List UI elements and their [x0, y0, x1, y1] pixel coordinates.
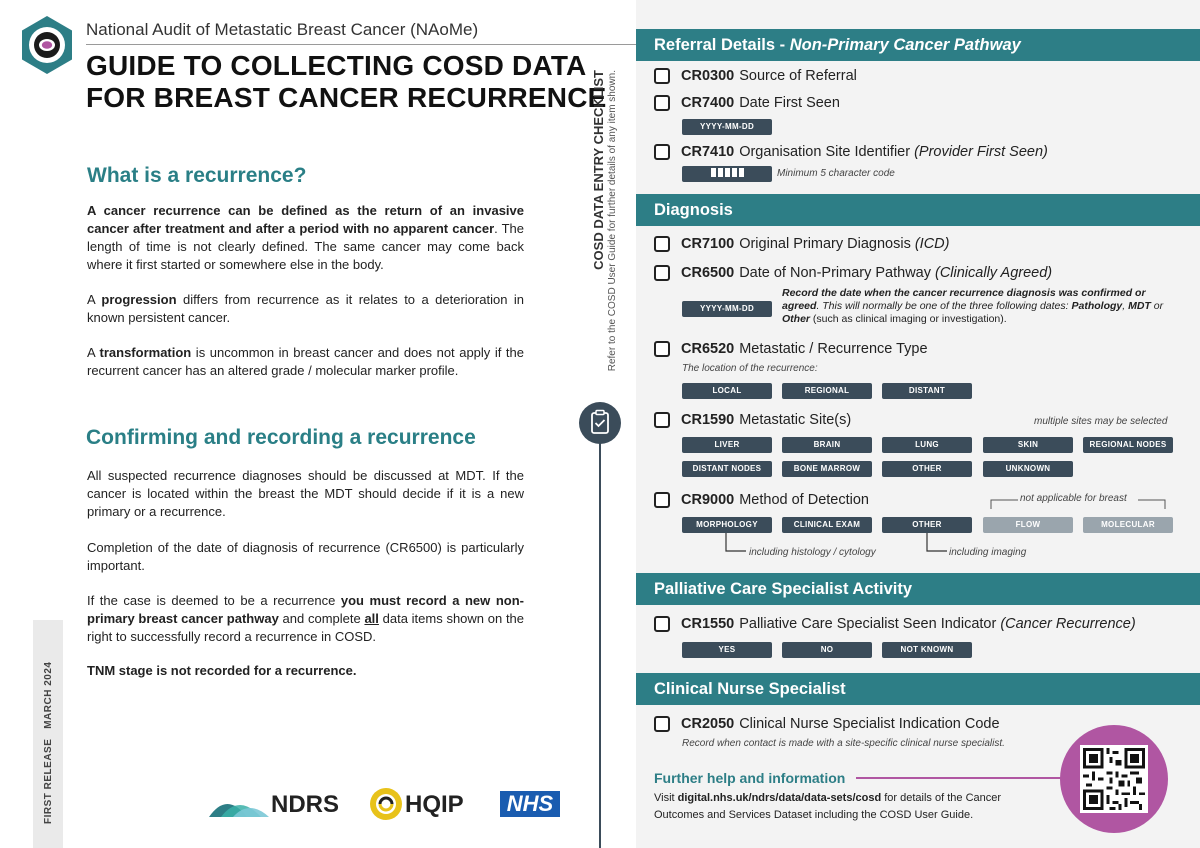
cr1590-option-regional-nodes[interactable]: REGIONAL NODES — [1083, 437, 1173, 453]
cr0300-label: Source of Referral — [739, 68, 857, 84]
cr6500-note-end: (such as clinical imaging or investigation). — [810, 313, 1007, 325]
what-p3-text: is uncommon in breast cancer and does not apply if the recurrent cancer has an altered grade / molecular marker profile. — [87, 345, 524, 378]
cr6520-checkbox[interactable] — [654, 341, 670, 357]
cr7410-italic: (Provider First Seen) — [914, 144, 1048, 160]
release-label-box — [33, 640, 63, 830]
cr6520-label: Metastatic / Recurrence Type — [739, 341, 928, 357]
item-cr2050 — [654, 716, 1000, 732]
cr1590-option-liver[interactable]: LIVER — [682, 437, 772, 453]
checklist-title: COSD DATA ENTRY CHECKLIST — [591, 70, 606, 270]
spine-line — [599, 440, 601, 848]
referral-heading-italic: Non-Primary Cancer Pathway — [789, 36, 1021, 54]
cr1590-label: Metastatic Site(s) — [739, 412, 852, 428]
cr1550-option-not-known[interactable]: NOT KNOWN — [882, 642, 972, 658]
cr1590-option-other[interactable]: OTHER — [882, 461, 972, 477]
cr7410-code-boxes — [682, 166, 772, 182]
cr6500-note-mdt: MDT — [1128, 300, 1151, 312]
cr1590-code: CR1590 — [681, 412, 735, 428]
imaging-connector — [925, 533, 949, 555]
cr7400-date-format: YYYY-MM-DD — [682, 119, 772, 135]
cr9000-note-histology: including histology / cytology — [749, 547, 876, 558]
cr7400-code: CR7400 — [681, 95, 735, 111]
cr7410-label: Organisation Site Identifier — [739, 144, 911, 160]
item-cr6500 — [654, 265, 1052, 281]
confirm-heading: Confirming and recording a recurrence — [86, 426, 476, 449]
cr6500-note-comma: , — [1122, 300, 1129, 312]
item-cr0300 — [654, 68, 857, 84]
cr7410-note: Minimum 5 character code — [777, 168, 895, 179]
cr9000-option-clinical-exam[interactable]: CLINICAL EXAM — [782, 517, 872, 533]
cr9000-checkbox[interactable] — [654, 492, 670, 508]
cr6500-note-pathology: Pathology — [1071, 300, 1123, 312]
cr7100-italic: (ICD) — [914, 236, 950, 252]
help-text-b: for details of the Cancer Outcomes and Services Dataset including the COSD User Guide. — [654, 792, 1002, 821]
what-heading: What is a recurrence? — [87, 164, 307, 187]
cr2050-code: CR2050 — [681, 716, 735, 732]
header-divider — [86, 44, 636, 45]
cr9000-not-applicable: not applicable for breast — [1020, 493, 1127, 504]
section-referral-details — [636, 29, 1200, 61]
cr6500-note — [782, 287, 1182, 326]
page-title — [86, 50, 607, 114]
what-paragraph-2 — [87, 291, 524, 327]
what-p1-text: . The length of time is not clearly defined. The same cancer may come back where it first started or somewhere else in the body. — [87, 221, 525, 272]
cr9000-option-molecular[interactable]: MOLECULAR — [1083, 517, 1173, 533]
cr7400-label: Date First Seen — [739, 95, 840, 111]
title-line-2: FOR BREAST CANCER RECURRENCE — [86, 82, 607, 113]
item-cr1550 — [654, 616, 1136, 632]
tnm-note: TNM stage is not recorded for a recurrence. — [87, 663, 357, 678]
spine-badge — [579, 402, 621, 444]
help-text — [654, 790, 1034, 824]
referral-heading: Referral Details - — [654, 36, 790, 54]
cr9000-option-flow[interactable]: FLOW — [983, 517, 1073, 533]
cr6520-option-regional[interactable]: REGIONAL — [782, 383, 872, 399]
cr7100-code: CR7100 — [681, 236, 735, 252]
cr2050-label: Clinical Nurse Specialist Indication Code — [739, 716, 1000, 732]
checklist-subtitle: Refer to the COSD User Guide for further details of any item shown. — [607, 70, 618, 372]
cr7410-code: CR7410 — [681, 144, 735, 160]
all-emphasis: all — [364, 611, 379, 626]
cr9000-label: Method of Detection — [739, 492, 869, 508]
cr0300-code: CR0300 — [681, 68, 735, 84]
cr1590-option-lung[interactable]: LUNG — [882, 437, 972, 453]
progression-term: progression — [101, 292, 177, 307]
help-rule — [856, 777, 1066, 779]
confirm-p3-a: If the case is deemed to be a recurrence — [87, 593, 341, 608]
confirm-paragraph-3 — [87, 592, 524, 646]
naome-logo-icon — [16, 14, 78, 76]
must-record-text: you must record a new non-primary breast cancer pathway — [87, 593, 524, 626]
cr1550-italic: (Cancer Recurrence) — [1000, 616, 1136, 632]
cr2050-checkbox[interactable] — [654, 716, 670, 732]
organisation-name: National Audit of Metastatic Breast Cancer (NAoMe) — [86, 20, 479, 39]
help-heading: Further help and information — [654, 770, 846, 786]
cr1550-checkbox[interactable] — [654, 616, 670, 632]
what-p3-a: A — [87, 345, 100, 360]
hqip-logo-icon — [369, 787, 403, 821]
item-cr7400 — [654, 95, 840, 111]
cr6520-code: CR6520 — [681, 341, 735, 357]
cr6520-option-distant[interactable]: DISTANT — [882, 383, 972, 399]
cr1550-code: CR1550 — [681, 616, 735, 632]
cr6500-note-other: Other — [782, 313, 811, 325]
histology-connector — [724, 533, 748, 555]
confirm-paragraph-2: Completion of the date of diagnosis of recurrence (CR6500) is particularly important. — [87, 540, 524, 573]
what-paragraph-1 — [87, 202, 524, 274]
cr7400-checkbox[interactable] — [654, 95, 670, 111]
cr7410-checkbox[interactable] — [654, 144, 670, 160]
partner-logos — [207, 785, 567, 825]
cr0300-checkbox[interactable] — [654, 68, 670, 84]
cr6500-label: Date of Non-Primary Pathway — [739, 265, 931, 281]
confirm-p3-c: data items shown on the right to successfully record a recurrence in COSD. — [87, 611, 525, 644]
ndrs-logo-text: NDRS — [271, 791, 340, 818]
cr9000-code: CR9000 — [681, 492, 735, 508]
cr6500-checkbox[interactable] — [654, 265, 670, 281]
cr1550-option-yes[interactable]: YES — [682, 642, 772, 658]
cr6520-option-local[interactable]: LOCAL — [682, 383, 772, 399]
what-paragraph-3 — [87, 344, 524, 380]
title-line-1: GUIDE TO COLLECTING COSD DATA — [86, 50, 587, 81]
clipboard-check-icon — [579, 402, 621, 444]
nhs-logo: NHS — [500, 791, 560, 817]
cr6520-note: The location of the recurrence: — [682, 363, 818, 374]
confirm-p3-b: and complete — [278, 611, 365, 626]
cosd-link[interactable]: digital.nhs.uk/ndrs/data/data-sets/cosd — [677, 792, 882, 804]
cr1590-option-skin[interactable]: SKIN — [983, 437, 1073, 453]
ndrs-logo-icon — [207, 791, 269, 817]
transformation-term: transformation — [99, 345, 192, 360]
item-cr6520 — [654, 341, 928, 357]
section-clinical-nurse-specialist: Clinical Nurse Specialist — [636, 673, 1200, 705]
section-palliative-care: Palliative Care Specialist Activity — [636, 573, 1200, 605]
cr6500-note-bold: Record the date when the cancer recurrence diagnosis was confirmed or agreed — [782, 287, 1146, 312]
cr1550-option-no[interactable]: NO — [782, 642, 872, 658]
cr1590-option-brain[interactable]: BRAIN — [782, 437, 872, 453]
item-cr9000 — [654, 492, 869, 508]
cr2050-note: Record when contact is made with a site-specific clinical nurse specialist. — [682, 738, 1005, 749]
item-cr7410 — [654, 144, 1048, 160]
cr1590-option-bone-marrow[interactable]: BONE MARROW — [782, 461, 872, 477]
hqip-logo-text: HQIP — [405, 791, 464, 818]
qr-code-icon[interactable] — [1080, 745, 1148, 813]
cr6500-date-format: YYYY-MM-DD — [682, 301, 772, 317]
section-diagnosis: Diagnosis — [636, 194, 1200, 226]
cr9000-note-imaging: including imaging — [949, 547, 1027, 558]
cr7100-label: Original Primary Diagnosis — [739, 236, 911, 252]
cr6500-italic: (Clinically Agreed) — [935, 265, 1053, 281]
cr1590-option-distant-nodes[interactable]: DISTANT NODES — [682, 461, 772, 477]
what-p2-text: differs from recurrence as it relates to a deterioration in known persistent cancer. — [87, 292, 524, 325]
cr6500-note-a: . This will normally be one of the three following dates: — [816, 300, 1072, 312]
cr1590-checkbox[interactable] — [654, 412, 670, 428]
checklist-spine-label — [585, 70, 625, 400]
cr6500-code: CR6500 — [681, 265, 735, 281]
cr1550-label: Palliative Care Specialist Seen Indicator — [739, 616, 997, 632]
item-cr1590 — [654, 412, 851, 428]
cr7100-checkbox[interactable] — [654, 236, 670, 252]
recurrence-definition: A cancer recurrence can be defined as the return of an invasive cancer after treatment and after a period with no apparent cancer — [87, 203, 524, 236]
cr6500-note-or: or — [1150, 300, 1164, 312]
what-p2-a: A — [87, 292, 102, 307]
release-label: FIRST RELEASE MARCH 2024 — [42, 661, 54, 824]
cr1590-note: multiple sites may be selected — [1034, 416, 1168, 427]
cr9000-option-morphology[interactable]: MORPHOLOGY — [682, 517, 772, 533]
item-cr7100 — [654, 236, 949, 252]
help-text-a: Visit — [654, 792, 678, 804]
cr9000-option-other[interactable]: OTHER — [882, 517, 972, 533]
confirm-paragraph-1: All suspected recurrence diagnoses should be discussed at MDT. If the cancer is located within the breast the MDT should decide if it is a new primary or a recurrence. — [87, 468, 524, 519]
cr1590-option-unknown[interactable]: UNKNOWN — [983, 461, 1073, 477]
